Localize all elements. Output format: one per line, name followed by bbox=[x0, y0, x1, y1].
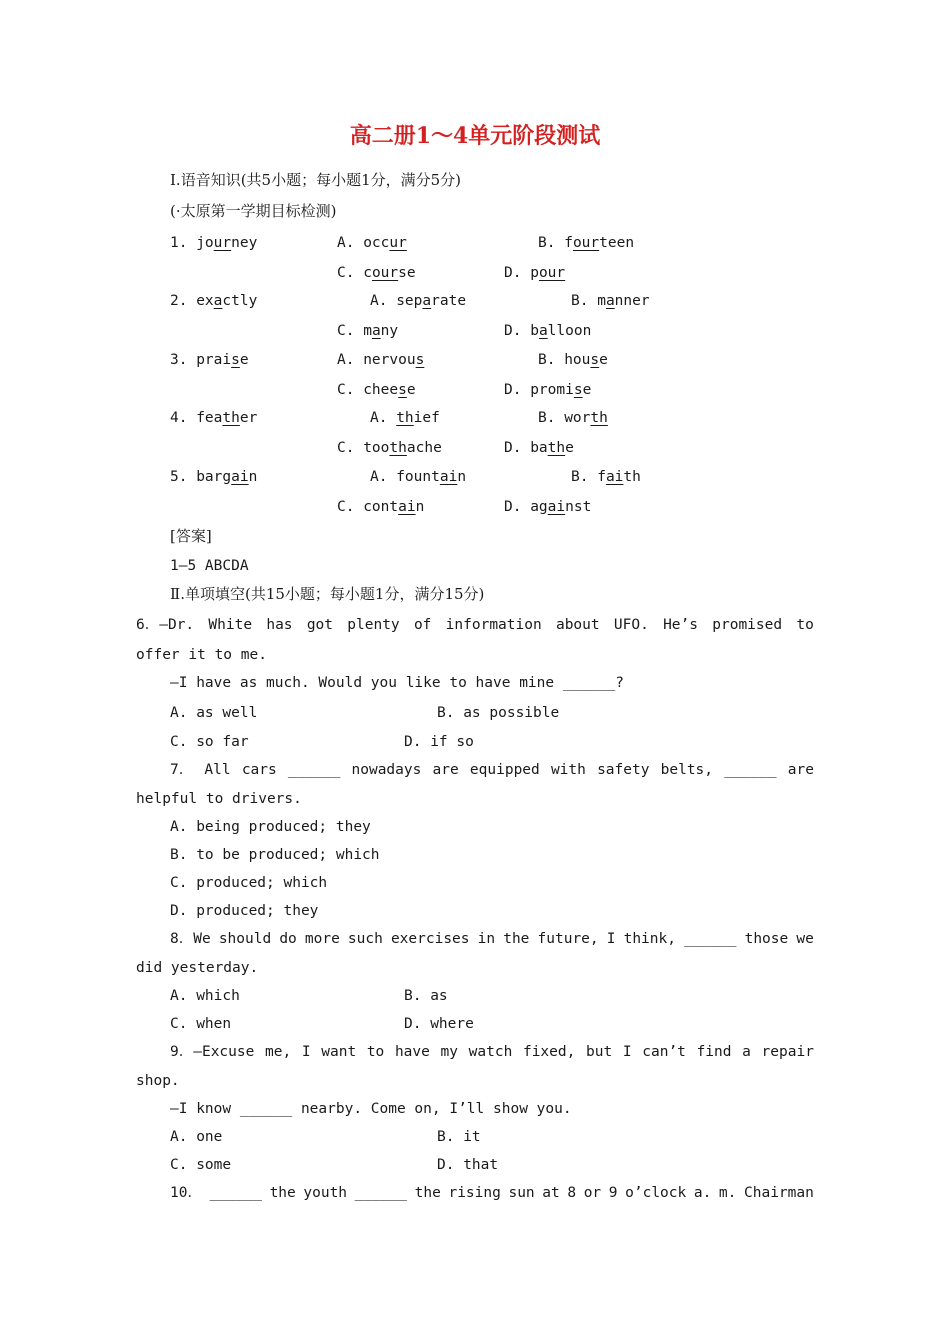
option-letter: D. bbox=[504, 440, 522, 456]
underlined-letters: th bbox=[547, 440, 566, 456]
option-d bbox=[504, 381, 591, 399]
option-d bbox=[504, 498, 591, 516]
word-part: th bbox=[623, 469, 641, 485]
word-part: ag bbox=[530, 499, 548, 515]
option-c bbox=[337, 439, 442, 457]
word: ______ bbox=[287, 762, 341, 778]
question-stem bbox=[170, 468, 257, 486]
word: nowadays bbox=[351, 762, 422, 778]
question-line: did yesterday. bbox=[136, 960, 259, 976]
question-line: shop. bbox=[136, 1073, 180, 1089]
word-part: teen bbox=[599, 235, 635, 251]
question-line: —I know ______ nearby. Come on, I’ll show you. bbox=[170, 1101, 572, 1117]
word: are bbox=[432, 762, 459, 778]
option-a bbox=[370, 468, 466, 486]
word: in bbox=[477, 931, 496, 947]
option-c bbox=[337, 381, 416, 399]
word-part: barg bbox=[196, 469, 232, 485]
option-letter: C. bbox=[337, 382, 355, 398]
option-d bbox=[504, 439, 574, 457]
option-a bbox=[337, 234, 407, 252]
word: to bbox=[366, 1044, 385, 1060]
underlined-letters: s bbox=[573, 382, 583, 398]
word: my bbox=[440, 1044, 458, 1060]
word-part: e bbox=[599, 352, 608, 368]
word: promised bbox=[712, 617, 783, 633]
word-part: too bbox=[363, 440, 390, 456]
option-b bbox=[571, 292, 650, 310]
option-b: B. as bbox=[404, 988, 448, 1004]
option-letter: B. bbox=[571, 469, 589, 485]
word: or bbox=[583, 1185, 602, 1201]
word: rising bbox=[448, 1185, 501, 1201]
word-part: occ bbox=[363, 235, 390, 251]
word-part: ache bbox=[406, 440, 442, 456]
option-letter: D. bbox=[504, 265, 522, 281]
option-letter: C. bbox=[337, 499, 355, 515]
underlined-letters: ai bbox=[605, 469, 624, 485]
word: 8．We bbox=[170, 931, 211, 947]
word-part: er bbox=[239, 410, 258, 426]
option-d bbox=[504, 322, 591, 340]
word-part: n bbox=[457, 469, 467, 485]
section-heading: Ⅰ.语音知识(共5小题；每小题1分，满分5分) bbox=[170, 171, 462, 189]
option-a: A. which bbox=[170, 988, 240, 1004]
word: about bbox=[555, 617, 600, 633]
option-c: C. some bbox=[170, 1157, 232, 1173]
option-a bbox=[370, 409, 440, 427]
option-d bbox=[504, 264, 565, 282]
option-d: D. produced; they bbox=[170, 903, 319, 919]
word: watch bbox=[468, 1044, 513, 1060]
section-heading: Ⅱ.单项填空(共15小题；每小题1分，满分15分) bbox=[170, 585, 485, 603]
word-part: prai bbox=[196, 352, 232, 368]
source-note: (·太原第一学期目标检测) bbox=[170, 202, 337, 220]
underlined-letters: a bbox=[605, 293, 615, 309]
word: 7． bbox=[170, 762, 194, 778]
option-c bbox=[337, 498, 424, 516]
word-part: cont bbox=[363, 499, 399, 515]
option-letter: C. bbox=[337, 265, 355, 281]
word-part: f bbox=[597, 469, 606, 485]
option-b: B. it bbox=[437, 1129, 481, 1145]
question-line bbox=[170, 1043, 814, 1061]
word-part: chee bbox=[363, 382, 399, 398]
option-b bbox=[538, 409, 608, 427]
question-line bbox=[136, 616, 814, 634]
option-b bbox=[538, 234, 634, 252]
underlined-letters: ai bbox=[398, 499, 416, 515]
word: 10． bbox=[170, 1185, 202, 1201]
underlined-letters: s bbox=[398, 382, 407, 398]
word-part: nst bbox=[565, 499, 592, 515]
word: ______ bbox=[684, 931, 737, 947]
word: a. bbox=[693, 1185, 712, 1201]
word: find bbox=[696, 1044, 732, 1060]
word-part: jo bbox=[196, 235, 214, 251]
word: 8 bbox=[567, 1185, 577, 1201]
word: a bbox=[742, 1044, 751, 1060]
question-line: offer it to me. bbox=[136, 647, 267, 663]
word: future, bbox=[537, 931, 599, 947]
option-letter: B. bbox=[538, 352, 556, 368]
underlined-letters: s bbox=[415, 352, 425, 368]
underlined-letters: th bbox=[222, 410, 240, 426]
word-part: e bbox=[565, 440, 574, 456]
question-stem bbox=[170, 409, 257, 427]
question-number: 1. bbox=[170, 235, 188, 251]
page-title: 高二册1～4单元阶段测试 bbox=[349, 123, 601, 149]
word: equipped bbox=[469, 762, 540, 778]
word-part: rate bbox=[431, 293, 467, 309]
word: information bbox=[445, 617, 542, 633]
word-part: c bbox=[363, 265, 372, 281]
word: I bbox=[301, 1044, 311, 1060]
word: want bbox=[321, 1044, 357, 1060]
word: He’s bbox=[663, 617, 698, 633]
word-part: n bbox=[415, 499, 425, 515]
underlined-letters: th bbox=[396, 410, 414, 426]
word: I bbox=[622, 1044, 632, 1060]
option-b: B. as possible bbox=[437, 705, 560, 721]
question-line: —I have as much. Would you like to have mine ______? bbox=[170, 675, 624, 691]
question-number: 5. bbox=[170, 469, 188, 485]
question-line bbox=[170, 930, 814, 948]
option-letter: D. bbox=[504, 323, 522, 339]
word: belts, bbox=[660, 762, 714, 778]
word-part: nervou bbox=[363, 352, 416, 368]
word-part: b bbox=[530, 323, 539, 339]
word: cars bbox=[241, 762, 277, 778]
answer-label: [答案] bbox=[170, 527, 212, 545]
word-part: lloon bbox=[547, 323, 592, 339]
option-c bbox=[337, 322, 398, 340]
option-d: D. if so bbox=[404, 734, 474, 750]
question-number: 2. bbox=[170, 293, 188, 309]
word-part: ney bbox=[231, 235, 258, 251]
word: sun bbox=[508, 1185, 535, 1201]
question-stem bbox=[170, 351, 249, 369]
word-part: ex bbox=[196, 293, 214, 309]
word: are bbox=[787, 762, 814, 778]
word: do bbox=[279, 931, 297, 947]
word-part: wor bbox=[564, 410, 591, 426]
word: White bbox=[208, 617, 253, 633]
option-letter: A. bbox=[370, 293, 388, 309]
word: to bbox=[796, 617, 814, 633]
underlined-letters: ai bbox=[547, 499, 566, 515]
word: repair bbox=[761, 1044, 814, 1060]
word: the bbox=[269, 1185, 296, 1201]
underlined-letters: our bbox=[572, 235, 600, 251]
underlined-letters: our bbox=[538, 265, 566, 281]
option-b bbox=[571, 468, 641, 486]
word-part: m bbox=[363, 323, 372, 339]
word-part: ny bbox=[380, 323, 399, 339]
underlined-letters: a bbox=[213, 293, 223, 309]
word-part: nner bbox=[614, 293, 650, 309]
word-part: e bbox=[406, 382, 416, 398]
word: All bbox=[204, 762, 231, 778]
word: 9 bbox=[608, 1185, 618, 1201]
option-b bbox=[538, 351, 608, 369]
word-part: m bbox=[597, 293, 606, 309]
word: the bbox=[503, 931, 530, 947]
word: exercises bbox=[390, 931, 470, 947]
option-letter: A. bbox=[370, 410, 388, 426]
word-part: fea bbox=[196, 410, 223, 426]
option-a: A. being produced; they bbox=[170, 819, 371, 835]
word: I bbox=[606, 931, 616, 947]
word: of bbox=[413, 617, 432, 633]
option-letter: A. bbox=[337, 352, 355, 368]
option-a: A. one bbox=[170, 1129, 223, 1145]
underlined-letters: s bbox=[231, 352, 240, 368]
word: got bbox=[306, 617, 334, 633]
option-c: C. so far bbox=[170, 734, 249, 750]
option-letter: A. bbox=[370, 469, 388, 485]
word: we bbox=[796, 931, 814, 947]
option-c: C. produced; which bbox=[170, 875, 328, 891]
word-part: fount bbox=[396, 469, 440, 485]
underlined-letters: a bbox=[422, 293, 432, 309]
word-part: p bbox=[530, 265, 539, 281]
word: ______ bbox=[209, 1185, 262, 1201]
word: think, bbox=[623, 931, 676, 947]
word: those bbox=[744, 931, 789, 947]
option-a bbox=[370, 292, 466, 310]
option-letter: B. bbox=[538, 410, 556, 426]
word: youth bbox=[303, 1185, 348, 1201]
underlined-letters: ai bbox=[231, 469, 249, 485]
question-stem bbox=[170, 234, 257, 252]
word: with bbox=[550, 762, 586, 778]
underlined-letters: ai bbox=[439, 469, 458, 485]
word-part: promi bbox=[530, 382, 574, 398]
option-letter: A. bbox=[337, 235, 355, 251]
word: should bbox=[218, 931, 272, 947]
word: but bbox=[586, 1044, 613, 1060]
word: 6．—Dr. bbox=[136, 617, 195, 633]
option-d: D. where bbox=[404, 1016, 474, 1032]
word: at bbox=[542, 1185, 560, 1201]
word-part: ba bbox=[530, 440, 548, 456]
option-c bbox=[337, 264, 416, 282]
option-d: D. that bbox=[437, 1157, 499, 1173]
word: the bbox=[414, 1185, 441, 1201]
word-part: ief bbox=[413, 410, 440, 426]
word: ______ bbox=[354, 1185, 408, 1201]
word: UFO. bbox=[613, 617, 649, 633]
underlined-letters: ur bbox=[389, 235, 407, 251]
question-number: 3. bbox=[170, 352, 188, 368]
word: can’t bbox=[642, 1044, 686, 1060]
underlined-letters: our bbox=[371, 265, 399, 281]
word: me, bbox=[265, 1044, 292, 1060]
option-letter: B. bbox=[571, 293, 589, 309]
option-letter: D. bbox=[504, 382, 522, 398]
word: 9．—Excuse bbox=[170, 1044, 255, 1060]
word: Chairman bbox=[744, 1185, 814, 1201]
underlined-letters: a bbox=[538, 323, 548, 339]
underlined-letters: th bbox=[389, 440, 407, 456]
option-c: C. when bbox=[170, 1016, 232, 1032]
word-part: se bbox=[398, 265, 416, 281]
word: plenty bbox=[347, 617, 400, 633]
option-b: B. to be produced; which bbox=[170, 847, 380, 863]
question-stem bbox=[170, 292, 257, 310]
word: m. bbox=[718, 1185, 737, 1201]
word-part: sep bbox=[396, 293, 423, 309]
underlined-letters: th bbox=[590, 410, 608, 426]
question-line bbox=[170, 761, 814, 779]
option-a bbox=[337, 351, 424, 369]
option-letter: C. bbox=[337, 323, 355, 339]
word: has bbox=[266, 617, 293, 633]
underlined-letters: s bbox=[590, 352, 600, 368]
option-letter: C. bbox=[337, 440, 355, 456]
word-part: ctly bbox=[222, 293, 258, 309]
option-a: A. as well bbox=[170, 705, 258, 721]
word-part: e bbox=[582, 382, 592, 398]
question-line: helpful to drivers. bbox=[136, 791, 302, 807]
word-part: n bbox=[248, 469, 258, 485]
word-part: e bbox=[239, 352, 249, 368]
word-part: hou bbox=[564, 352, 591, 368]
word: o’clock bbox=[625, 1185, 687, 1201]
word-part: f bbox=[564, 235, 573, 251]
word: fixed, bbox=[522, 1044, 576, 1060]
option-letter: B. bbox=[538, 235, 556, 251]
option-letter: D. bbox=[504, 499, 522, 515]
underlined-letters: ur bbox=[213, 235, 232, 251]
underlined-letters: a bbox=[371, 323, 381, 339]
word: such bbox=[347, 931, 383, 947]
word: have bbox=[394, 1044, 430, 1060]
word: more bbox=[304, 931, 340, 947]
question-line bbox=[170, 1184, 814, 1202]
word: ______ bbox=[724, 762, 777, 778]
word: safety bbox=[597, 762, 650, 778]
answer-key: 1—5 ABCDA bbox=[170, 558, 249, 574]
question-number: 4. bbox=[170, 410, 188, 426]
